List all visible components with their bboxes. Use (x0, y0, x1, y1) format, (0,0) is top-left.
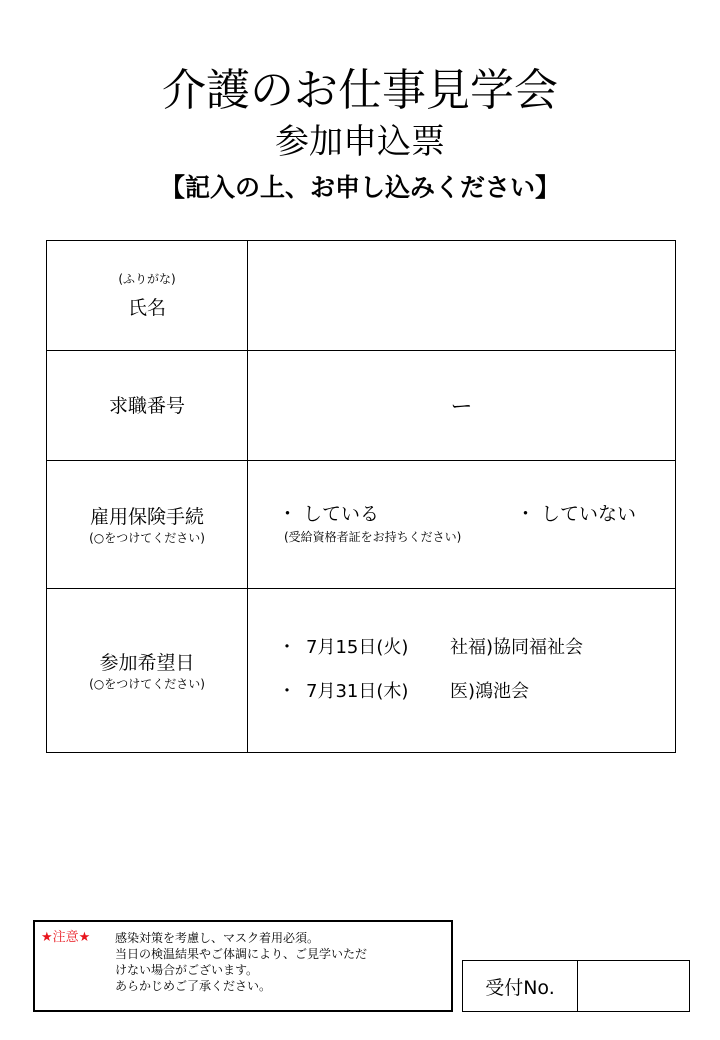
notice-box (33, 920, 453, 1012)
notice-heading: ★注意★ (41, 930, 91, 945)
page-title: 介護のお仕事見学会 (162, 65, 558, 116)
job-number-input-field[interactable] (248, 351, 676, 461)
job-number-label-cell (47, 351, 248, 461)
notice-line: 当日の検温結果やご体調により、ご見学いただ (115, 947, 368, 961)
name-row (47, 241, 676, 351)
furigana-label: (ふりがな) (118, 271, 176, 286)
receipt-number-field[interactable] (578, 961, 690, 1012)
date-option-1-org: 社福)協同福祉会 (450, 637, 584, 658)
insurance-note: (○をつけてください) (89, 530, 205, 545)
date-label-cell (47, 589, 248, 753)
insurance-label-cell (47, 461, 248, 589)
insurance-option-no[interactable]: ・ していない (516, 503, 637, 525)
insurance-option-yes[interactable]: ・ している (278, 503, 380, 525)
job-number-label: 求職番号 (108, 394, 185, 417)
name-input-field[interactable] (248, 241, 676, 351)
date-option-1[interactable] (278, 635, 583, 661)
job-number-row (47, 351, 676, 461)
date-option-2-org: 医)鴻池会 (450, 681, 530, 702)
instruction-text: 【記入の上、お申し込みください】 (159, 173, 560, 202)
date-options-cell (248, 589, 676, 753)
application-form (46, 240, 676, 753)
date-option-2[interactable] (278, 679, 529, 705)
notice-line: けない場合がございます。 (115, 963, 259, 977)
receipt-label: 受付No. (463, 961, 578, 1012)
notice-line: 感染対策を考慮し、マスク着用必須。 (115, 931, 320, 945)
name-label-cell (47, 241, 248, 351)
insurance-option-yes-note: (受給資格者証をお持ちください) (284, 530, 462, 544)
page-subtitle: 参加申込票 (275, 122, 445, 162)
name-label: 氏名 (127, 296, 166, 319)
insurance-label: 雇用保険手続 (89, 505, 204, 528)
date-option-2-date: 7月31日(木) (306, 681, 409, 702)
date-note: (○をつけてください) (89, 676, 205, 691)
receipt-box (462, 960, 690, 1012)
notice-text (115, 930, 445, 994)
date-option-1-bullet: ・ (278, 637, 296, 658)
insurance-row (47, 461, 676, 589)
date-option-1-date: 7月15日(火) (306, 637, 409, 658)
date-row (47, 589, 676, 753)
date-label: 参加希望日 (99, 651, 195, 674)
date-option-2-bullet: ・ (278, 681, 296, 702)
job-number-separator: ー (450, 395, 473, 420)
notice-line: あらかじめご了承ください。 (115, 979, 272, 993)
insurance-options-cell (248, 461, 676, 589)
